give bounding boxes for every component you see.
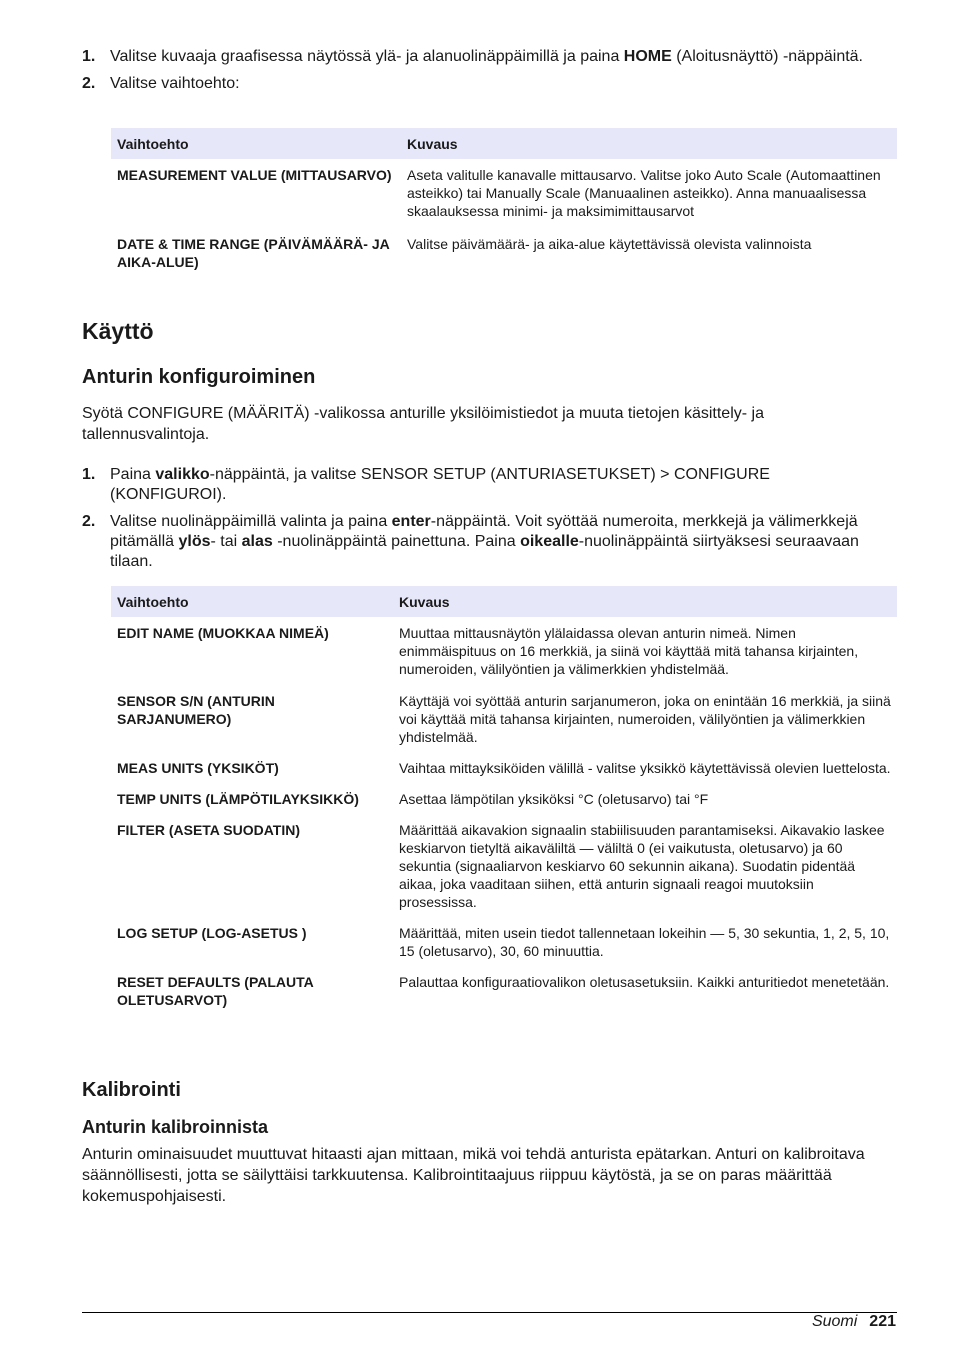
table-row: EDIT NAME (MUOKKAA NIMEÄ) Muuttaa mittausnäytön ylälaidassa olevan anturin nimeä. Nimen enimmäispituus on 16 merkkiä, ja siinä voi käyttää mitä tahansa kirjainten, numeroiden, välilyöntien ja välimerkkien yhdistelmää. <box>117 625 859 677</box>
table-header-row <box>111 586 897 617</box>
section-heading-calibration: Kalibrointi <box>82 1079 181 1101</box>
options-table-configure <box>82 586 897 1009</box>
table-row: TEMP UNITS (LÄMPÖTILAYKSIKKÖ) Asettaa lämpötilan yksiköksi °C (oletusarvo) tai °F <box>117 791 709 807</box>
intro-steps <box>82 47 897 94</box>
section-heading: Käyttö <box>82 318 154 344</box>
table-row: LOG SETUP (LOG-ASETUS ) Määrittää, miten usein tiedot tallennetaan lokeihin — 5, 30 sekuntia, 1, 2, 5, 10, 15 (oletusarvo), 30, 60 minuuttia. <box>117 925 890 959</box>
table-row: MEASUREMENT VALUE (MITTAUSARVO) Aseta valitulle kanavalle mittausarvo. Valitse joko Auto Scale (Automaattinen asteikko) tai Manually Scale (Manuaalinen asteikko). Anna manuaalisessa skaalauksessa minimi- ja maksimimittausarvot <box>117 167 881 219</box>
footer-divider <box>82 1312 897 1313</box>
config-step-2: 2. Valitse nuolinäppäimillä valinta ja paina enter-näppäintä. Voit syöttää numeroita, merkkejä ja välimerkkejä pitämällä ylös- tai alas -nuolinäppäintä painettuna. Paina oikealle-nuolinäppäintä siirtyäksesi seuraavaan tilaan. <box>82 513 859 570</box>
table-row: RESET DEFAULTS (PALAUTA OLETUSARVOT) Palauttaa konfiguraatiovalikon oletusasetuksiin. Kaikki anturitiedot menetetään. <box>117 974 890 1008</box>
page-number: 221 <box>869 1313 896 1330</box>
table-row: DATE & TIME RANGE (PÄIVÄMÄÄRÄ- JA AIKA-ALUE) Valitse päivämäärä- ja aika-alue käytettävissä olevista valinnoista <box>117 236 812 270</box>
intro-step-2: 2. Valitse vaihtoehto: <box>82 75 240 92</box>
header-description: Kuvaus <box>401 128 897 159</box>
intro-step-1: 1. Valitse kuvaaja graafisessa näytössä ylä- ja alanuolinäppäimillä ja paina HOME (Aloitusnäyttö) -näppäintä. <box>82 48 863 65</box>
header-description: Kuvaus <box>393 586 897 617</box>
config-intro-paragraph: Syötä CONFIGURE (MÄÄRITÄ) -valikossa anturille yksilöimistiedot ja muuta tietojen käsittely- ja tallennusvalintoja. <box>82 405 764 443</box>
table-row: MEAS UNITS (YKSIKÖT) Vaihtaa mittayksiköiden välillä - valitse yksikkö käytettävissä olevien luettelosta. <box>117 760 891 776</box>
table-row: SENSOR S/N (ANTURIN SARJANUMERO) Käyttäjä voi syöttää anturin sarjanumeron, joka on enintään 16 merkkiä, ja siinä voi käyttää mitä tahansa kirjainten, numeroiden, välilyöntien ja välimerkkien yhdistelmää. <box>117 693 891 745</box>
table-header-row <box>111 128 897 159</box>
config-steps <box>82 465 872 572</box>
header-option: Vaihtoehto <box>111 128 401 159</box>
table-row: FILTER (ASETA SUODATIN) Määrittää aikavakion signaalin stabiilisuuden parantamiseksi. Aikavakio laskee keskiarvon tietyltä aikaväliltä — väliltä 0 (ei vaikutusta, oletusarvo) ja 60 sekuntia (signaaliarvon keskiarvo 60 sekunnin aikana). Suodatin pidentää aikaa, joka vaaditaan siihen, että anturin signaali reagoi muutoksiin prosessissa. <box>117 822 885 910</box>
subsection-heading: Anturin konfiguroiminen <box>82 366 316 388</box>
header-option: Vaihtoehto <box>111 586 393 617</box>
config-step-1: 1. Paina valikko-näppäintä, ja valitse SENSOR SETUP (ANTURIASETUKSET) > CONFIGURE (KONFIGUROI). <box>82 466 770 503</box>
page-footer <box>812 1313 896 1331</box>
subsection-heading-calibration: Anturin kalibroinnista <box>82 1117 269 1137</box>
options-table-graph <box>82 128 897 271</box>
calibration-paragraph: Anturin ominaisuudet muuttuvat hitaasti ajan mittaan, mikä voi tehdä anturista epätarkan. Anturi on kalibroitava säännöllisesti, jotta se säilyttäisi tarkkuutensa. Kalibrointitaajuus riippuu käytöstä, ja se on paras määrittää kokemuspohjaisesti. <box>82 1146 865 1205</box>
footer-language: Suomi <box>811 1313 858 1330</box>
